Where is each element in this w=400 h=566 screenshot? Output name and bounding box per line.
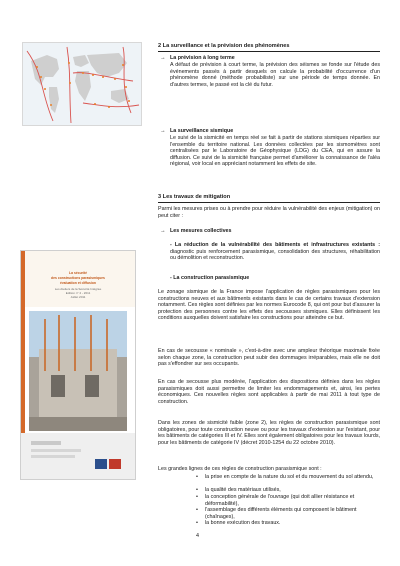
cover-title-line: des constructions parasismiques — [51, 276, 105, 280]
section-2-title: 2 La surveillance et la prévision des phénomènes — [158, 43, 290, 49]
vulnerability-title: - La réduction de la vulnérabilité des bâtiments et infrastructures existants : — [170, 242, 380, 248]
bullet-icon: • — [196, 520, 198, 526]
bullet-icon: • — [196, 494, 198, 500]
subsection-title-long-term: La prévision à long terme — [170, 55, 235, 61]
cover-subtitle-line: Edition n° 2 - 2011 — [65, 291, 91, 295]
list-item: l'assemblage des différents éléments qui composent le bâtiment (chaînages), — [205, 507, 357, 520]
bullet-icon: • — [196, 474, 198, 480]
cover-title-line: évaluation et diffusion — [60, 281, 96, 285]
cover-footer-band — [21, 433, 135, 479]
paragraph-monitoring: Le suivi de la sismicité en temps réel se fait à partir de stations sismiques réparties sur l'ensemble du territoire national. Les données collectées par les sismomètres sont centralisées par le Laboratoire de Géophysique (LDG) du CEA, qui en assure la diffusion. Ce suivi de la sismicité française permet d'améliorer la connaissance de l'aléa régional, voir local en appréciant notamment les effets de site. — [170, 135, 380, 168]
paragraph-vulnerability — [170, 242, 380, 262]
list-item: la qualité des matériaux utilisés, — [205, 487, 281, 493]
paragraph-mitigation-intro: Parmi les mesures prises ou à prendre pour réduire la vulnérabilité des enjeux (mitigation) on peut citer : — [158, 206, 380, 219]
list-item: la conception générale de l'ouvrage (qui doit allier résistance et déformabilité), — [205, 494, 355, 507]
subsection-title-construction: - La construction parasismique — [170, 275, 250, 281]
section-3-heading — [158, 194, 380, 201]
subsection-title-monitoring: La surveillance sismique — [170, 128, 234, 134]
arrow-icon: → — [160, 228, 166, 234]
map-graphic — [23, 43, 141, 125]
bullet-icon: • — [196, 507, 198, 513]
world-seismicity-map — [22, 42, 142, 126]
paragraph-moderate: En cas de secousse plus modérée, l'application des dispositions définies dans les règles parasismiques doit aussi permettre de limiter les endommagements et, ainsi, les pertes économiques. Ces nouvelles règles sont applicables à partir de mai 2011 à tout type de construction. — [158, 379, 380, 405]
booklet-cover-image — [20, 250, 136, 480]
paragraph-nominal: En cas de secousse « nominale », c'est-à-dire avec une ampleur théorique maximale fixée selon chaque zone, la construction peut subir des dommages irréparables, mais elle ne doit pas s'effondrer sur ses occupants. — [158, 348, 380, 368]
section-3-title: 3 Les travaux de mitigation — [158, 194, 231, 200]
page-number: 4 — [196, 533, 199, 539]
subsection-title-collective: Les mesures collectives — [170, 228, 232, 234]
bullet-icon: • — [196, 487, 198, 493]
paragraph-zonage: Le zonage sismique de la France impose l'application de règles parasismiques pour les constructions neuves et aux bâtiments existants dans le cas de certains travaux d'extension notamment. Ces règles sont définies par les normes Eurocode 8, qui ont pour but d'assurer la protection des personnes contre les effets des secousses sismiques. Elles définissent les conditions auxquelles doivent satisfaire les constructions pour atteindre ce but. — [158, 289, 380, 322]
list-item: la bonne exécution des travaux. — [205, 520, 281, 526]
arrow-icon: → — [160, 128, 166, 134]
vulnerability-text: diagnostic puis renforcement parasismique, consolidation des structures, réhabilitation ou démolition et reconstruction. — [170, 248, 380, 262]
cover-construction-photo — [29, 311, 127, 431]
cover-footer-graphic — [21, 433, 135, 479]
paragraph-main-lines: Les grandes lignes de ces règles de construction parasismique sont : — [158, 466, 322, 472]
section-3-rule — [158, 202, 380, 203]
section-2-rule — [158, 51, 380, 52]
cover-subtitle-line: Juillet 2011 — [70, 295, 86, 299]
list-item: la prise en compte de la nature du sol et du mouvement du sol attendu, — [205, 474, 374, 480]
section-2-heading — [158, 43, 380, 50]
paragraph-low-seismicity: Dans les zones de sismicité faible (zone 2), les règles de construction parasismique sont obligatoires, pour toute construction neuve ou pour les travaux d'extension sur l'existant, pour les bâtiments de catégories III et IV. Elles sont également obligatoires pour les travaux lourds, pour les bâtiments de catégorie IV (décret 2010-1254 du 22 octobre 2010). — [158, 420, 380, 446]
cover-subtitle-line: Les Ateliers de la Sécurité Intégrée — [54, 287, 102, 291]
construction-photo-graphic — [29, 311, 127, 431]
cover-title-line: La sécurité — [69, 271, 87, 275]
paragraph-long-term: A défaut de prévision à court terme, la prévision des séismes se fonde sur l'étude des événements passés à partir desquels on calcule la probabilité d'occurrence d'un phénomène donné (méthode probabiliste) sur une période de temps donnée. En d'autres termes, le passé est la clé du futur. — [170, 62, 380, 88]
arrow-icon: → — [160, 55, 166, 61]
